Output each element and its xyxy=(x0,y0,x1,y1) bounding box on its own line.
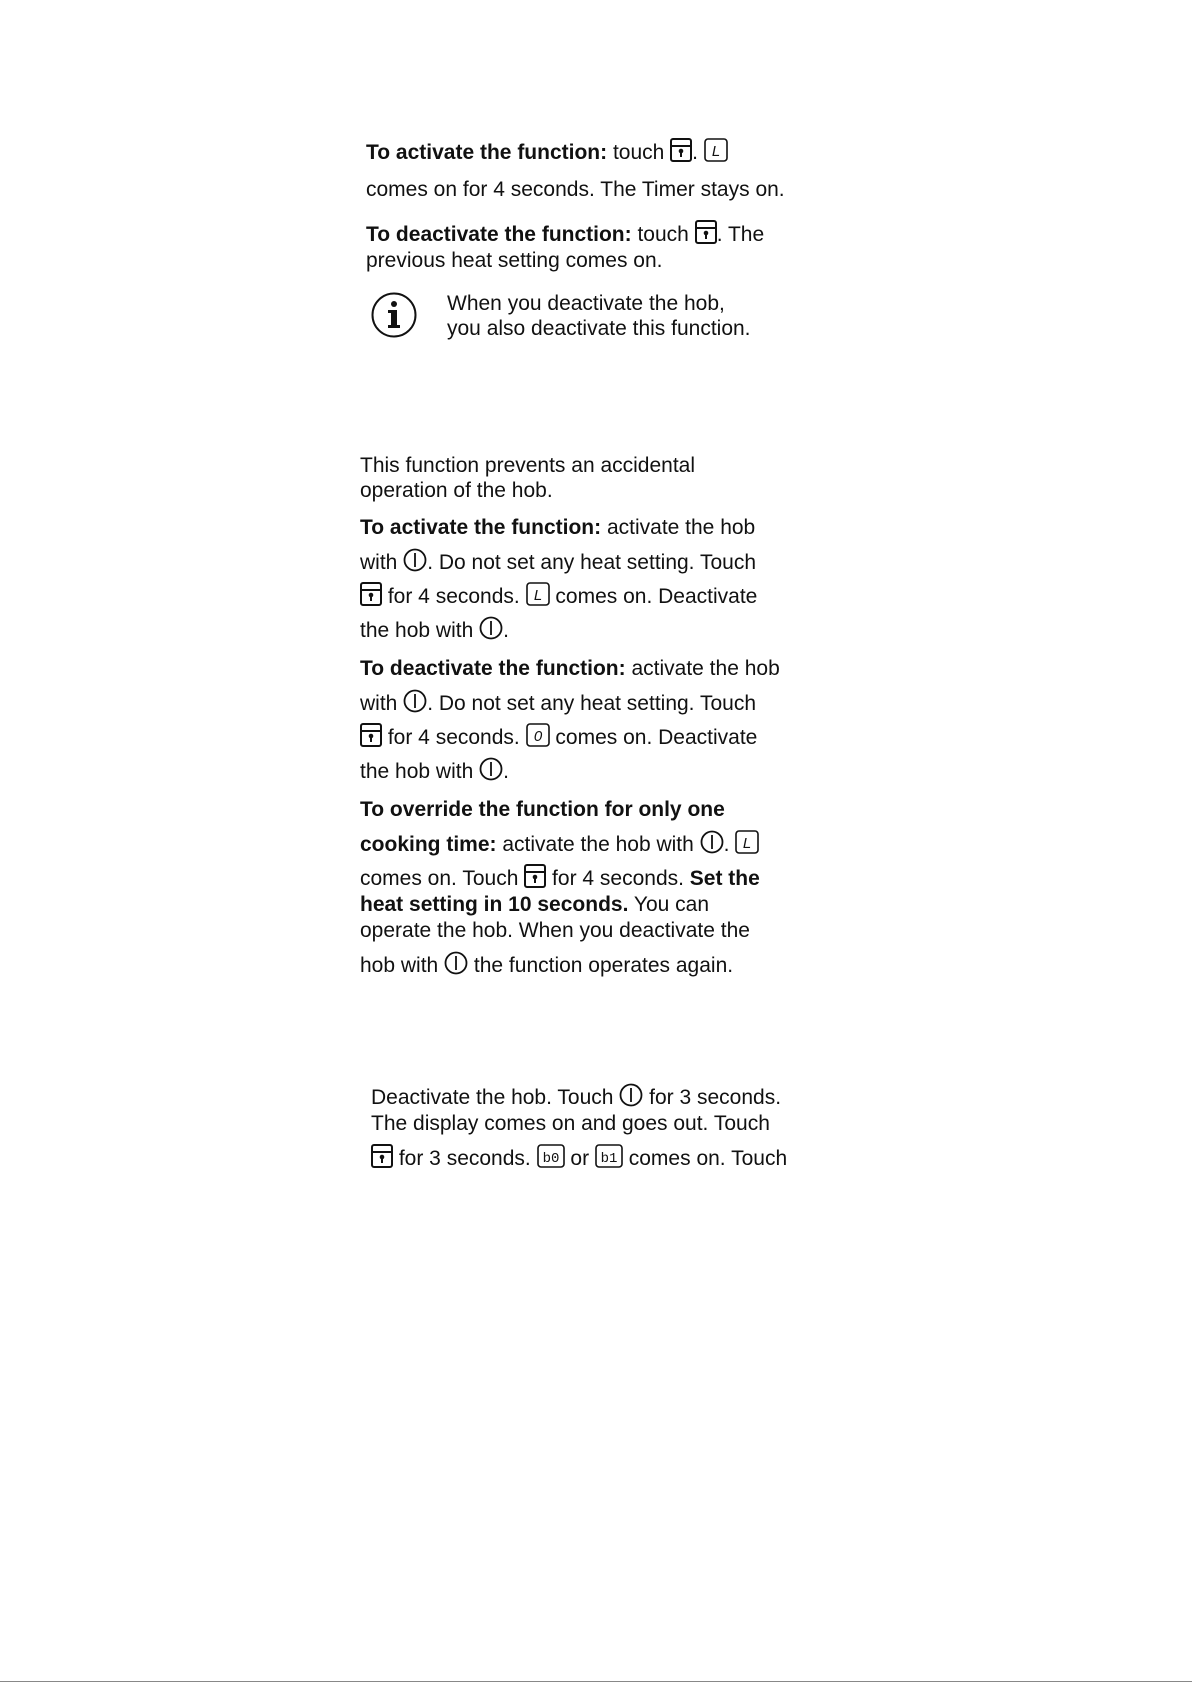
power-icon xyxy=(479,616,503,640)
display-L-icon xyxy=(735,830,759,854)
display-0-icon xyxy=(526,723,550,747)
activate-line-2: comes on for 4 seconds. The Timer stays on. xyxy=(366,178,785,201)
lock-deactivate-line-1: To deactivate the function: activate the hob xyxy=(360,657,780,680)
block3-line-2: The display comes on and goes out. Touch xyxy=(371,1112,770,1135)
activate-lead: To activate the function: xyxy=(366,141,608,164)
power-icon xyxy=(403,548,427,572)
display-b1-icon xyxy=(595,1144,623,1168)
svg-text:L: L xyxy=(711,143,721,160)
lock-activate-line-2: with . Do not set any heat setting. Touch xyxy=(360,548,756,577)
override-line-1: To override the function for only one xyxy=(360,798,725,821)
lock-deactivate-line-3: for 4 seconds. 0 comes on. Deactivate xyxy=(360,723,757,752)
override-line-6: hob with the function operates again. xyxy=(360,951,733,980)
power-icon xyxy=(619,1083,643,1107)
lock-key-icon xyxy=(524,864,546,888)
svg-text:L: L xyxy=(533,587,542,604)
lock-key-icon xyxy=(360,582,382,606)
block3-line-3: for 3 seconds. b0 or b1 comes on. Touch xyxy=(371,1144,787,1173)
activate-line-1: To activate the function: touch . L xyxy=(366,138,728,167)
display-L-icon xyxy=(704,138,728,162)
override-line-4: heat setting in 10 seconds. You can xyxy=(360,893,709,916)
svg-text:L: L xyxy=(743,835,752,852)
lock-activate-line-1: To activate the function: activate the hob xyxy=(360,516,756,539)
override-line-3: comes on. Touch for 4 seconds. Set the xyxy=(360,864,760,893)
svg-text:0: 0 xyxy=(533,728,542,745)
lock-deactivate-line-2: with . Do not set any heat setting. Touch xyxy=(360,689,756,718)
display-L-icon xyxy=(526,582,550,606)
block3-line-1: Deactivate the hob. Touch for 3 seconds. xyxy=(371,1083,781,1112)
lock-key-icon xyxy=(360,723,382,747)
deactivate-line-2: previous heat setting comes on. xyxy=(366,249,663,272)
info-icon xyxy=(371,292,417,344)
info-line-2: you also deactivate this function. xyxy=(447,317,751,340)
lock-activate-line-4: the hob with . xyxy=(360,616,509,645)
deactivate-line-1: To deactivate the function: touch . The xyxy=(366,220,764,249)
power-icon xyxy=(479,757,503,781)
info-line-1: When you deactivate the hob, xyxy=(447,292,725,315)
deactivate-lead: To deactivate the function: xyxy=(366,223,632,246)
lock-deactivate-line-4: the hob with . xyxy=(360,757,509,786)
intro-line-2: operation of the hob. xyxy=(360,479,553,502)
lock-key-icon xyxy=(371,1144,393,1168)
intro-line-1: This function prevents an accidental xyxy=(360,454,696,477)
override-line-2: cooking time: activate the hob with . L xyxy=(360,830,759,859)
power-icon xyxy=(700,830,724,854)
lock-key-icon xyxy=(695,220,717,244)
lock-key-icon xyxy=(670,138,692,162)
display-b0-icon xyxy=(537,1144,565,1168)
svg-text:b0: b0 xyxy=(542,1151,559,1167)
override-line-5: operate the hob. When you deactivate the xyxy=(360,919,750,942)
page-bottom-rule xyxy=(0,1681,1192,1682)
power-icon xyxy=(403,689,427,713)
power-icon xyxy=(444,951,468,975)
svg-text:b1: b1 xyxy=(600,1151,618,1167)
lock-activate-line-3: for 4 seconds. L comes on. Deactivate xyxy=(360,582,757,611)
